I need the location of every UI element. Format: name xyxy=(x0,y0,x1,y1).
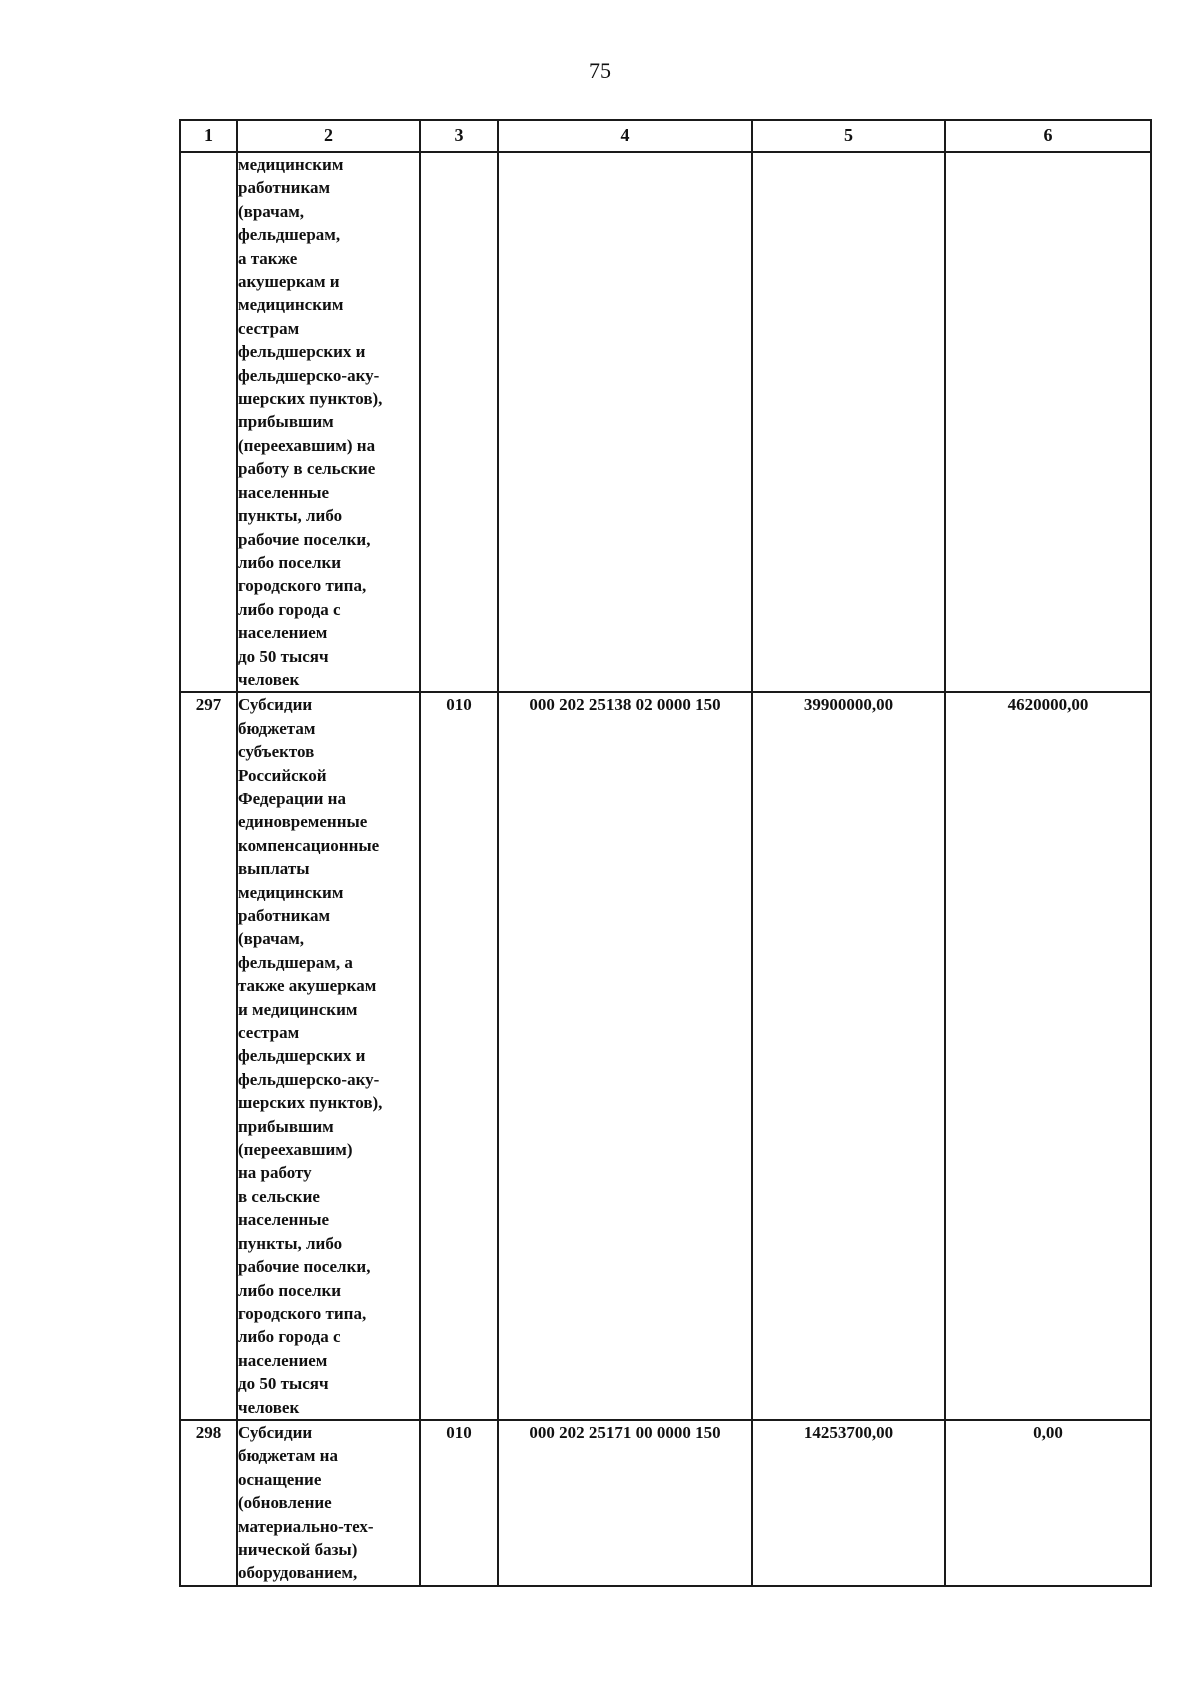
description-line: либо поселки xyxy=(238,1280,342,1300)
table-row xyxy=(180,1420,1151,1586)
description-line: компенсационные xyxy=(238,835,380,855)
column-header: 6 xyxy=(945,120,1151,152)
description-line: нической базы) xyxy=(238,1539,358,1559)
row-code xyxy=(420,152,498,692)
description-line: также акушеркам xyxy=(238,976,377,996)
description-line: медицинским xyxy=(238,882,344,902)
description-line: субъектов xyxy=(238,742,315,762)
description-line: городского типа, xyxy=(238,1303,367,1323)
description-line: пункты, либо xyxy=(238,1233,343,1253)
row-kbk: 000 202 25138 02 0000 150 xyxy=(498,692,752,1420)
description-line: до 50 тысяч xyxy=(238,646,329,666)
description-line: бюджетам xyxy=(238,718,316,738)
row-number: 298 xyxy=(180,1420,237,1586)
description-line: (переехавшим) xyxy=(238,1140,353,1160)
description-line: прибывшим xyxy=(238,412,334,432)
column-header: 5 xyxy=(752,120,945,152)
row-code: 010 xyxy=(420,1420,498,1586)
row-kbk xyxy=(498,152,752,692)
description-line: шерских пунктов), xyxy=(238,389,383,409)
description-line: либо города с xyxy=(238,599,341,619)
description-line: человек xyxy=(238,1397,300,1417)
page-number: 75 xyxy=(589,58,611,83)
budget-table xyxy=(179,119,1152,1587)
description-line: сестрам xyxy=(238,318,300,338)
description-line: фельдшерских и xyxy=(238,342,366,362)
description-line: оснащение xyxy=(238,1469,322,1489)
description-line: фельдшерам, а xyxy=(238,952,353,972)
description-line: фельдшерских и xyxy=(238,1046,366,1066)
description-line: городского типа, xyxy=(238,576,367,596)
row-amount-1: 14253700,00 xyxy=(752,1420,945,1586)
row-description xyxy=(237,152,420,692)
description-line: на работу xyxy=(238,1163,312,1183)
description-line: (переехавшим) на xyxy=(238,435,376,455)
description-line: (врачам, xyxy=(238,201,305,221)
description-line: фельдшерско-аку- xyxy=(238,365,380,385)
description-line: работникам xyxy=(238,178,331,198)
row-kbk: 000 202 25171 00 0000 150 xyxy=(498,1420,752,1586)
description-line: акушеркам и xyxy=(238,272,340,292)
description-line: работу в сельские xyxy=(238,459,376,479)
row-amount-2: 0,00 xyxy=(945,1420,1151,1586)
description-line: выплаты xyxy=(238,859,310,879)
description-line: либо города с xyxy=(238,1327,341,1347)
row-amount-1 xyxy=(752,152,945,692)
description-line: населенные xyxy=(238,1210,330,1230)
row-code: 010 xyxy=(420,692,498,1420)
description-line: бюджетам на xyxy=(238,1446,338,1466)
description-line: прибывшим xyxy=(238,1116,334,1136)
row-amount-2: 4620000,00 xyxy=(945,692,1151,1420)
description-line: рабочие поселки, xyxy=(238,529,371,549)
description-line: человек xyxy=(238,669,300,689)
description-line: работникам xyxy=(238,906,331,925)
description-line: медицинским xyxy=(238,295,344,315)
description-line: единовременные xyxy=(238,812,368,832)
description-line: Российской xyxy=(238,765,327,785)
description-line: Субсидии xyxy=(238,695,313,715)
description-line: либо поселки xyxy=(238,552,342,572)
description-line: до 50 тысяч xyxy=(238,1374,329,1394)
description-line: Федерации на xyxy=(238,788,346,808)
row-description xyxy=(237,1420,420,1586)
description-line: пункты, либо xyxy=(238,506,343,526)
description-line: в сельские xyxy=(238,1186,320,1206)
description-line: фельдшерам, xyxy=(238,225,341,245)
description-line: фельдшерско-аку- xyxy=(238,1069,380,1089)
description-line: (обновление xyxy=(238,1493,332,1513)
row-amount-2 xyxy=(945,152,1151,692)
description-line: сестрам xyxy=(238,1023,300,1043)
column-header: 2 xyxy=(237,120,420,152)
description-line: населением xyxy=(238,623,328,643)
description-line: населенные xyxy=(238,482,330,502)
column-header: 4 xyxy=(498,120,752,152)
column-header: 1 xyxy=(180,120,237,152)
table-row xyxy=(180,692,1151,1420)
description-line: рабочие поселки, xyxy=(238,1257,371,1277)
description-line: оборудованием, xyxy=(238,1563,358,1583)
row-amount-1: 39900000,00 xyxy=(752,692,945,1420)
description-line: а также xyxy=(238,248,298,268)
description-line: (врачам, xyxy=(238,929,305,949)
description-line: материально-тех- xyxy=(238,1516,374,1536)
row-number: 297 xyxy=(180,692,237,1420)
table-row xyxy=(180,152,1151,692)
description-line: шерских пунктов), xyxy=(238,1093,383,1113)
row-description xyxy=(237,692,420,1420)
description-line: медицинским xyxy=(238,155,344,174)
column-header: 3 xyxy=(420,120,498,152)
row-number xyxy=(180,152,237,692)
description-line: Субсидии xyxy=(238,1422,313,1442)
description-line: и медицинским xyxy=(238,999,358,1019)
table-header-row xyxy=(180,120,1151,152)
description-line: населением xyxy=(238,1350,328,1370)
